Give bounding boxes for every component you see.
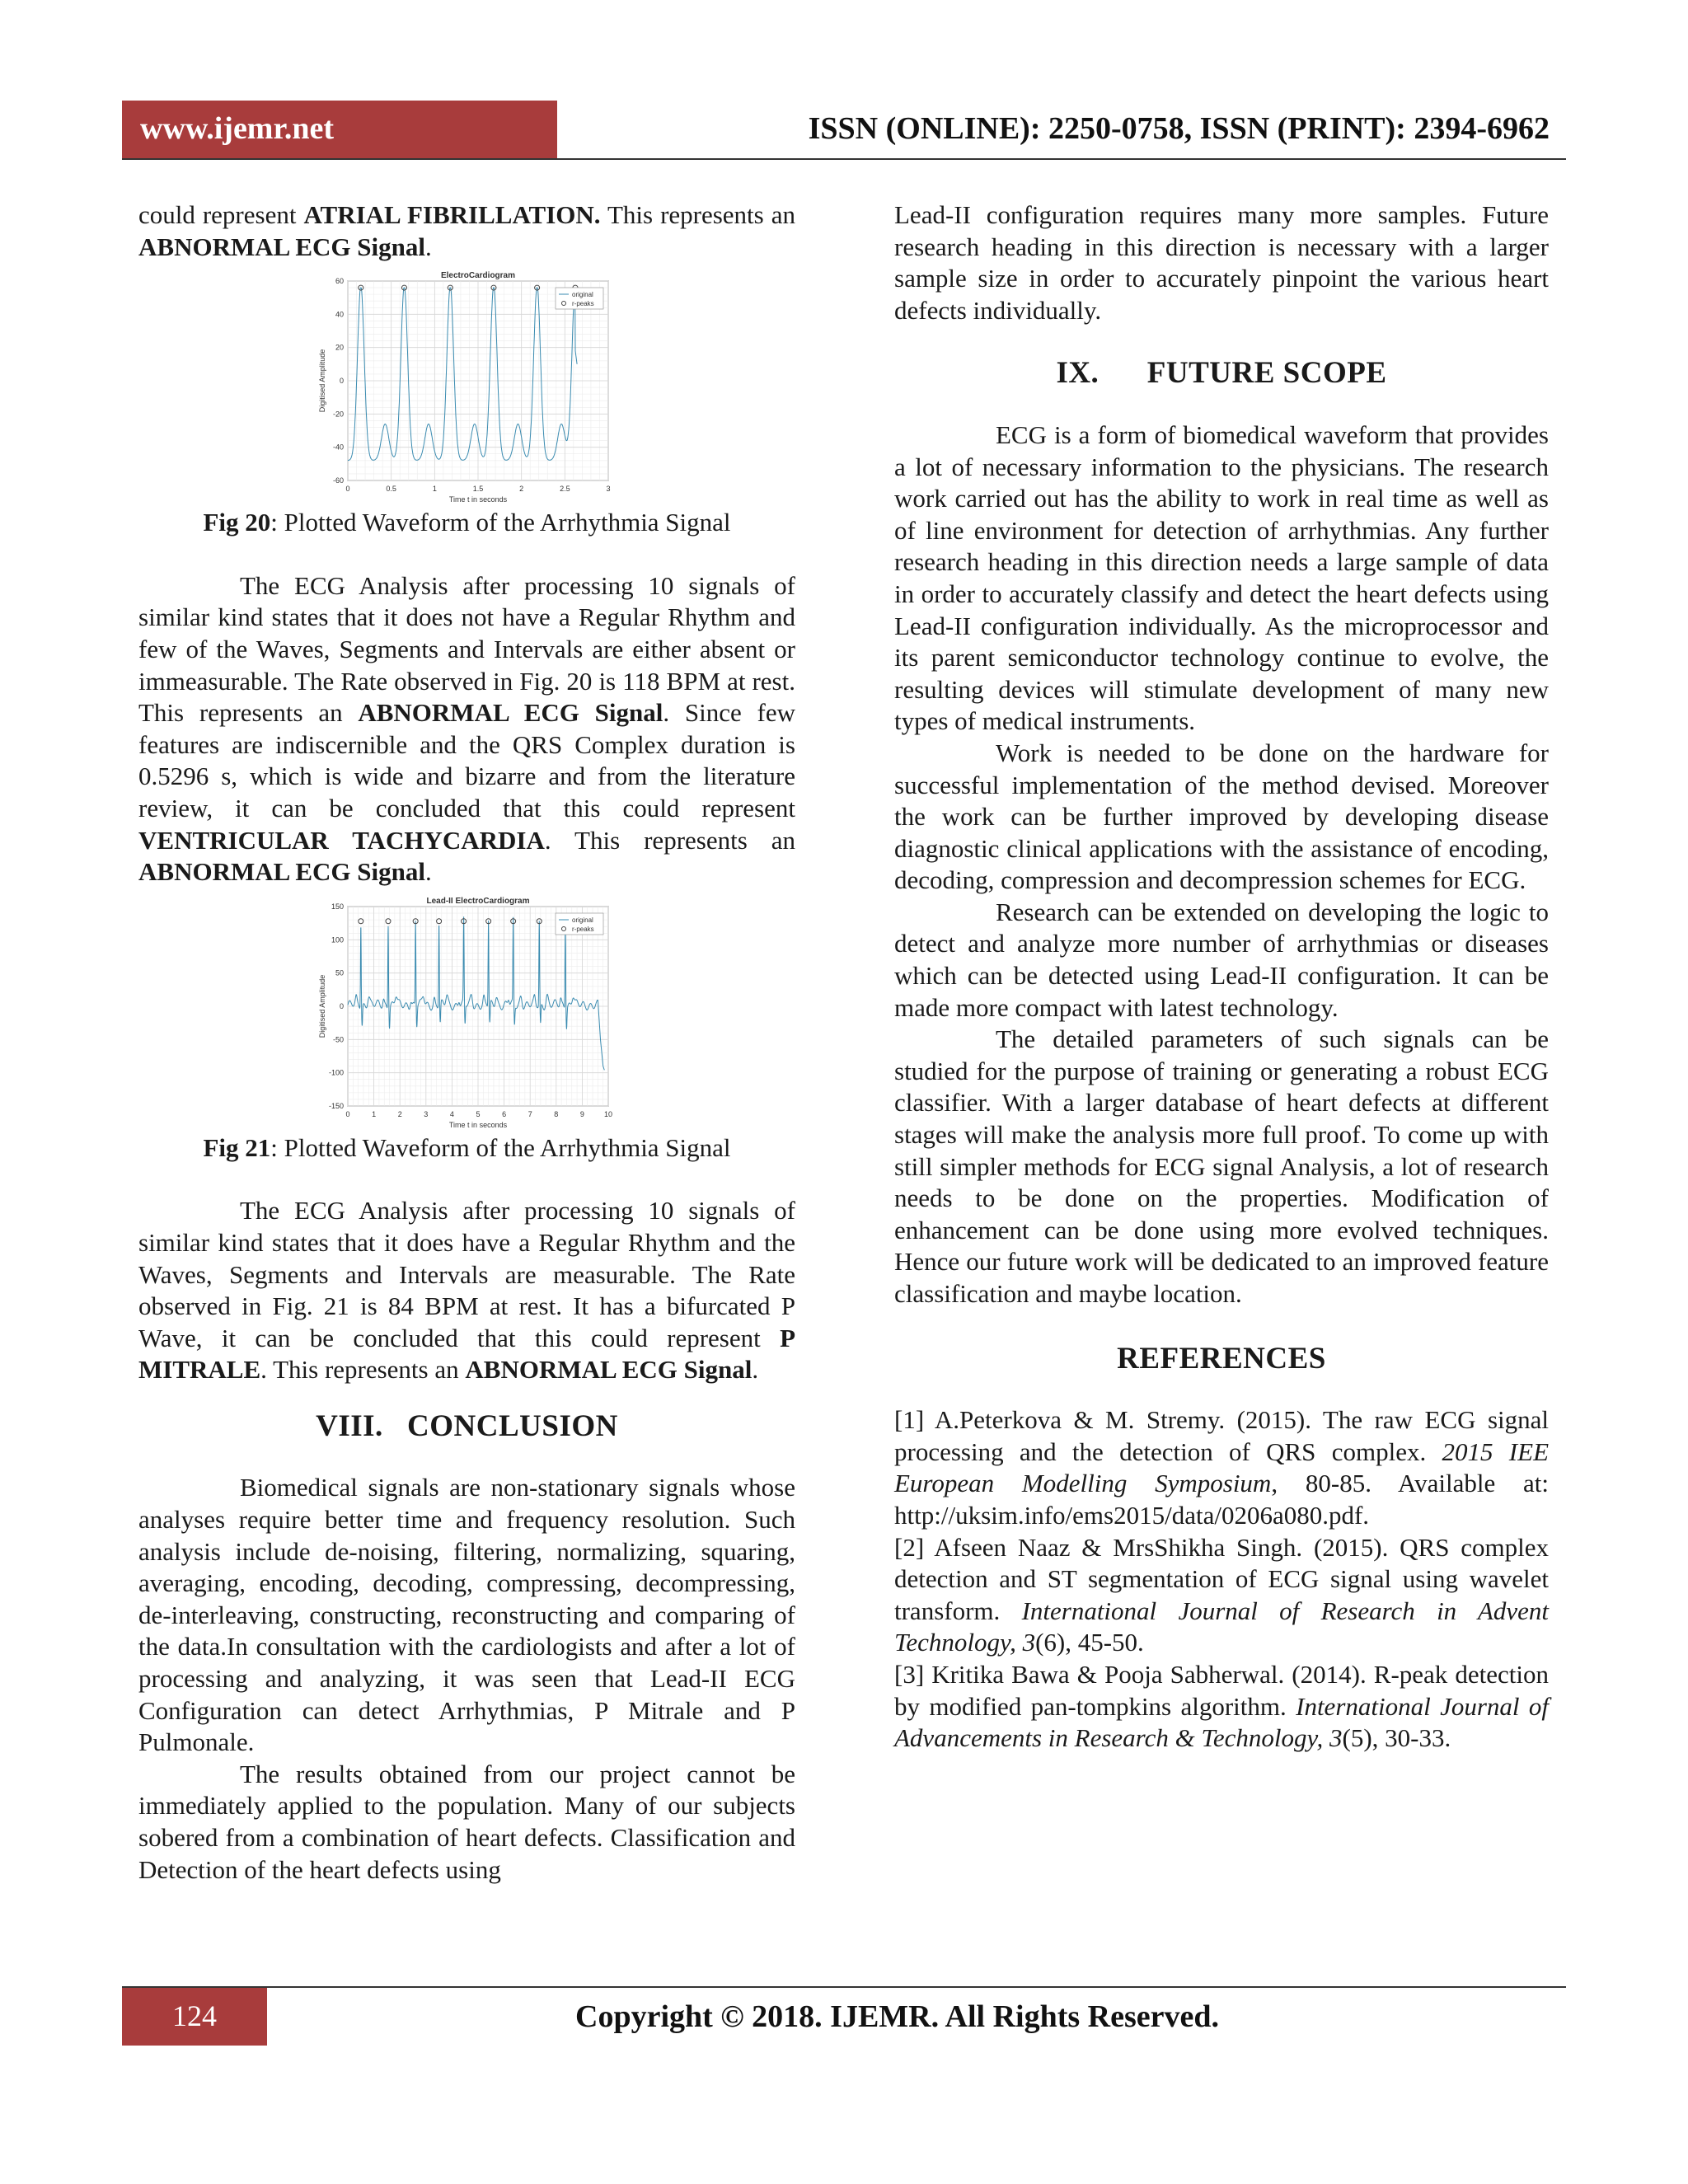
section-heading-future-scope: IX. FUTURE SCOPE [1056,356,1387,391]
section-heading-conclusion: VIII. CONCLUSION [316,1408,618,1443]
y-tick-label: 0 [339,377,344,386]
y-tick-label: 50 [335,968,344,977]
y-tick-label: -100 [328,1068,344,1077]
x-axis-label: Time t in seconds [448,1120,507,1129]
x-tick-label: 0.5 [385,485,396,494]
x-tick-label: 5 [475,1109,481,1118]
legend-label-r-peaks: r-peaks [571,925,594,933]
x-tick-label: 10 [603,1109,612,1118]
chart-title: Lead-II ElectroCardiogram [425,896,530,906]
x-tick-label: 1.5 [472,485,483,494]
y-tick-label: 0 [339,1001,344,1010]
x-tick-label: 0 [345,1109,350,1118]
x-tick-label: 9 [579,1109,584,1118]
x-tick-label: 1 [371,1109,376,1118]
x-tick-label: 0 [345,485,350,494]
figure-21-caption: Fig 21: Plotted Waveform of the Arrhythmia Signal [203,1132,731,1162]
figure-20-chart [315,268,620,507]
reference-2: [2] Afseen Naaz & MrsShikha Singh. (2015). QRS complex detection and ST segmentation of ECG signal using wavelet transform. International Journal of Research in Advent Technology, 3(6), 45-50. [894,1532,1549,1657]
legend-label-original: original [571,291,593,299]
x-tick-label: 3 [605,485,611,494]
x-tick-label: 3 [423,1109,428,1118]
x-tick-label: 6 [501,1109,506,1118]
paragraph-conclusion-continued: Lead-II configuration requires many more samples. Future research heading in this direction is necessary with a larger sample size in order to accurately pinpoint the various heart defects individually. [894,200,1549,325]
y-tick-label: -50 [332,1035,344,1044]
chart-title: ElectroCardiogram [440,271,515,281]
y-tick-label: -20 [332,410,344,419]
paragraph-future-1: ECG is a form of biomedical waveform that provides a lot of necessary information to the physicians. The research work carried out has the ability to work in real time as well as of line environment for detection of arrhythmias. Any further research heading in this direction needs a large sample of data in order to accurately classify and detect the heart defects using Lead-II configuration individually. As the microprocessor and its parent semiconductor technology continue to evolve, the resulting devices will stimulate development of many new types of medical instruments. [894,419,1549,736]
x-tick-label: 2 [397,1109,402,1118]
paragraph-future-3: Research can be extended on developing the logic to detect and analyze more number of arrhythmias or diseases which can be detected using Lead-II configuration. It can be made more compact with latest technology. [894,897,1549,1022]
x-tick-label: 2 [518,485,523,494]
y-tick-label: 60 [335,277,344,286]
x-tick-label: 7 [528,1109,532,1118]
paragraph-future-4: The detailed parameters of such signals can be studied for the purpose of training or generating a robust ECG classifier. With a larger database of heart defects at different stages will make the analysis more full proof. To come up with still simpler methods for ECG signal Analysis, a lot of research needs to be done on the properties. Modification of enhancement can be done using more evolved techniques. Hence our future work will be dedicated to an improved feature classification and maybe location. [894,1024,1549,1308]
paragraph-fig20-analysis: The ECG Analysis after processing 10 signals of similar kind states that it does not have a Regular Rhythm and few of the Waves, Segments and Intervals are either absent or immeasurable. The Rate observed in Fig. 20 is 118 BPM at rest. This represents an ABNORMAL ECG Signal. Since few features are indiscernible and the QRS Complex duration is 0.5296 s, which is wide and bizarre and from the literature review, it can be concluded that this could represent VENTRICULAR TACHYCARDIA. This represents an ABNORMAL ECG Signal. [138,570,795,887]
journal-website: www.ijemr.net [140,111,334,146]
x-tick-label: 1 [432,485,437,494]
page-number: 124 [172,1999,217,2032]
y-tick-label: 20 [335,343,344,352]
footer-rule [122,1986,1566,1988]
y-tick-label: 40 [335,310,344,319]
y-tick-label: -60 [332,476,344,485]
right-column [894,199,1549,1755]
y-tick-label: 100 [331,935,344,944]
x-tick-label: 4 [449,1109,454,1118]
x-axis-label: Time t in seconds [448,495,507,504]
y-axis-label: Digitised Amplitude [317,974,326,1038]
paragraph-conclusion-1: Biomedical signals are non-stationary signals whose analyses require better time and frequency resolution. Such analysis include de-noising, filtering, normalizing, squaring, averaging, encoding, decoding, compressing, decompressing, de-interleaving, constructing, reconstructing and comparing of the data.In consultation with the cardiologists and after a lot of processing and analyzing, it was seen that Lead-II ECG Configuration can detect Arrhythmias, P Mitrale and P Pulmonale. [138,1473,795,1757]
figure-20-caption: Fig 20: Plotted Waveform of the Arrhythmia Signal [203,508,731,537]
legend-label-original: original [571,916,593,924]
header-rule [122,158,1566,160]
reference-3: [3] Kritika Bawa & Pooja Sabherwal. (2014). R-peak detection by modified pan-tompkins algorithm. International Journal of Advancements in Research & Technology, 3(5), 30-33. [894,1659,1549,1753]
y-tick-label: 150 [331,902,344,911]
left-column [138,199,795,1886]
x-tick-label: 2.5 [559,485,570,494]
section-heading-references: REFERENCES [1117,1341,1326,1376]
copyright-notice: Copyright © 2018. IJEMR. All Rights Reserved. [575,1999,1219,2034]
y-axis-label: Digitised Amplitude [317,349,326,413]
journal-issn: ISSN (ONLINE): 2250-0758, ISSN (PRINT): 2394-6962 [808,111,1550,146]
figure-21-chart [315,893,620,1132]
paragraph-conclusion-2: The results obtained from our project cannot be immediately applied to the population. Many of our subjects sobered from a combination of heart defects. Classification and Detection of the heart defects using [138,1759,795,1884]
paragraph-atrial-fibrillation: could represent ATRIAL FIBRILLATION. This represents an ABNORMAL ECG Signal. [138,200,795,261]
x-tick-label: 8 [553,1109,558,1118]
legend-label-r-peaks: r-peaks [571,300,594,308]
y-tick-label: -40 [332,443,344,452]
paragraph-fig21-analysis: The ECG Analysis after processing 10 signals of similar kind states that it does have a Regular Rhythm and the Waves, Segments and Intervals are measurable. The Rate observed in Fig. 21 is 84 BPM at rest. It has a bifurcated P Wave, it can be concluded that this could represent P MITRALE. This represents an ABNORMAL ECG Signal. [138,1196,795,1385]
y-tick-label: -150 [328,1101,344,1110]
paragraph-future-2: Work is needed to be done on the hardware for successful implementation of the method devised. Moreover the work can be further improved by developing disease diagnostic clinical applications with the assistance of encoding, decoding, compression and decompression schemes for ECG. [894,738,1549,895]
reference-1: [1] A.Peterkova & M. Stremy. (2015). The raw ECG signal processing and the detection of QRS complex. 2015 IEE European Modelling Symposium, 80-85. Available at: http://uksim.info/ems2015/data/0206a080.pdf. [894,1405,1550,1530]
